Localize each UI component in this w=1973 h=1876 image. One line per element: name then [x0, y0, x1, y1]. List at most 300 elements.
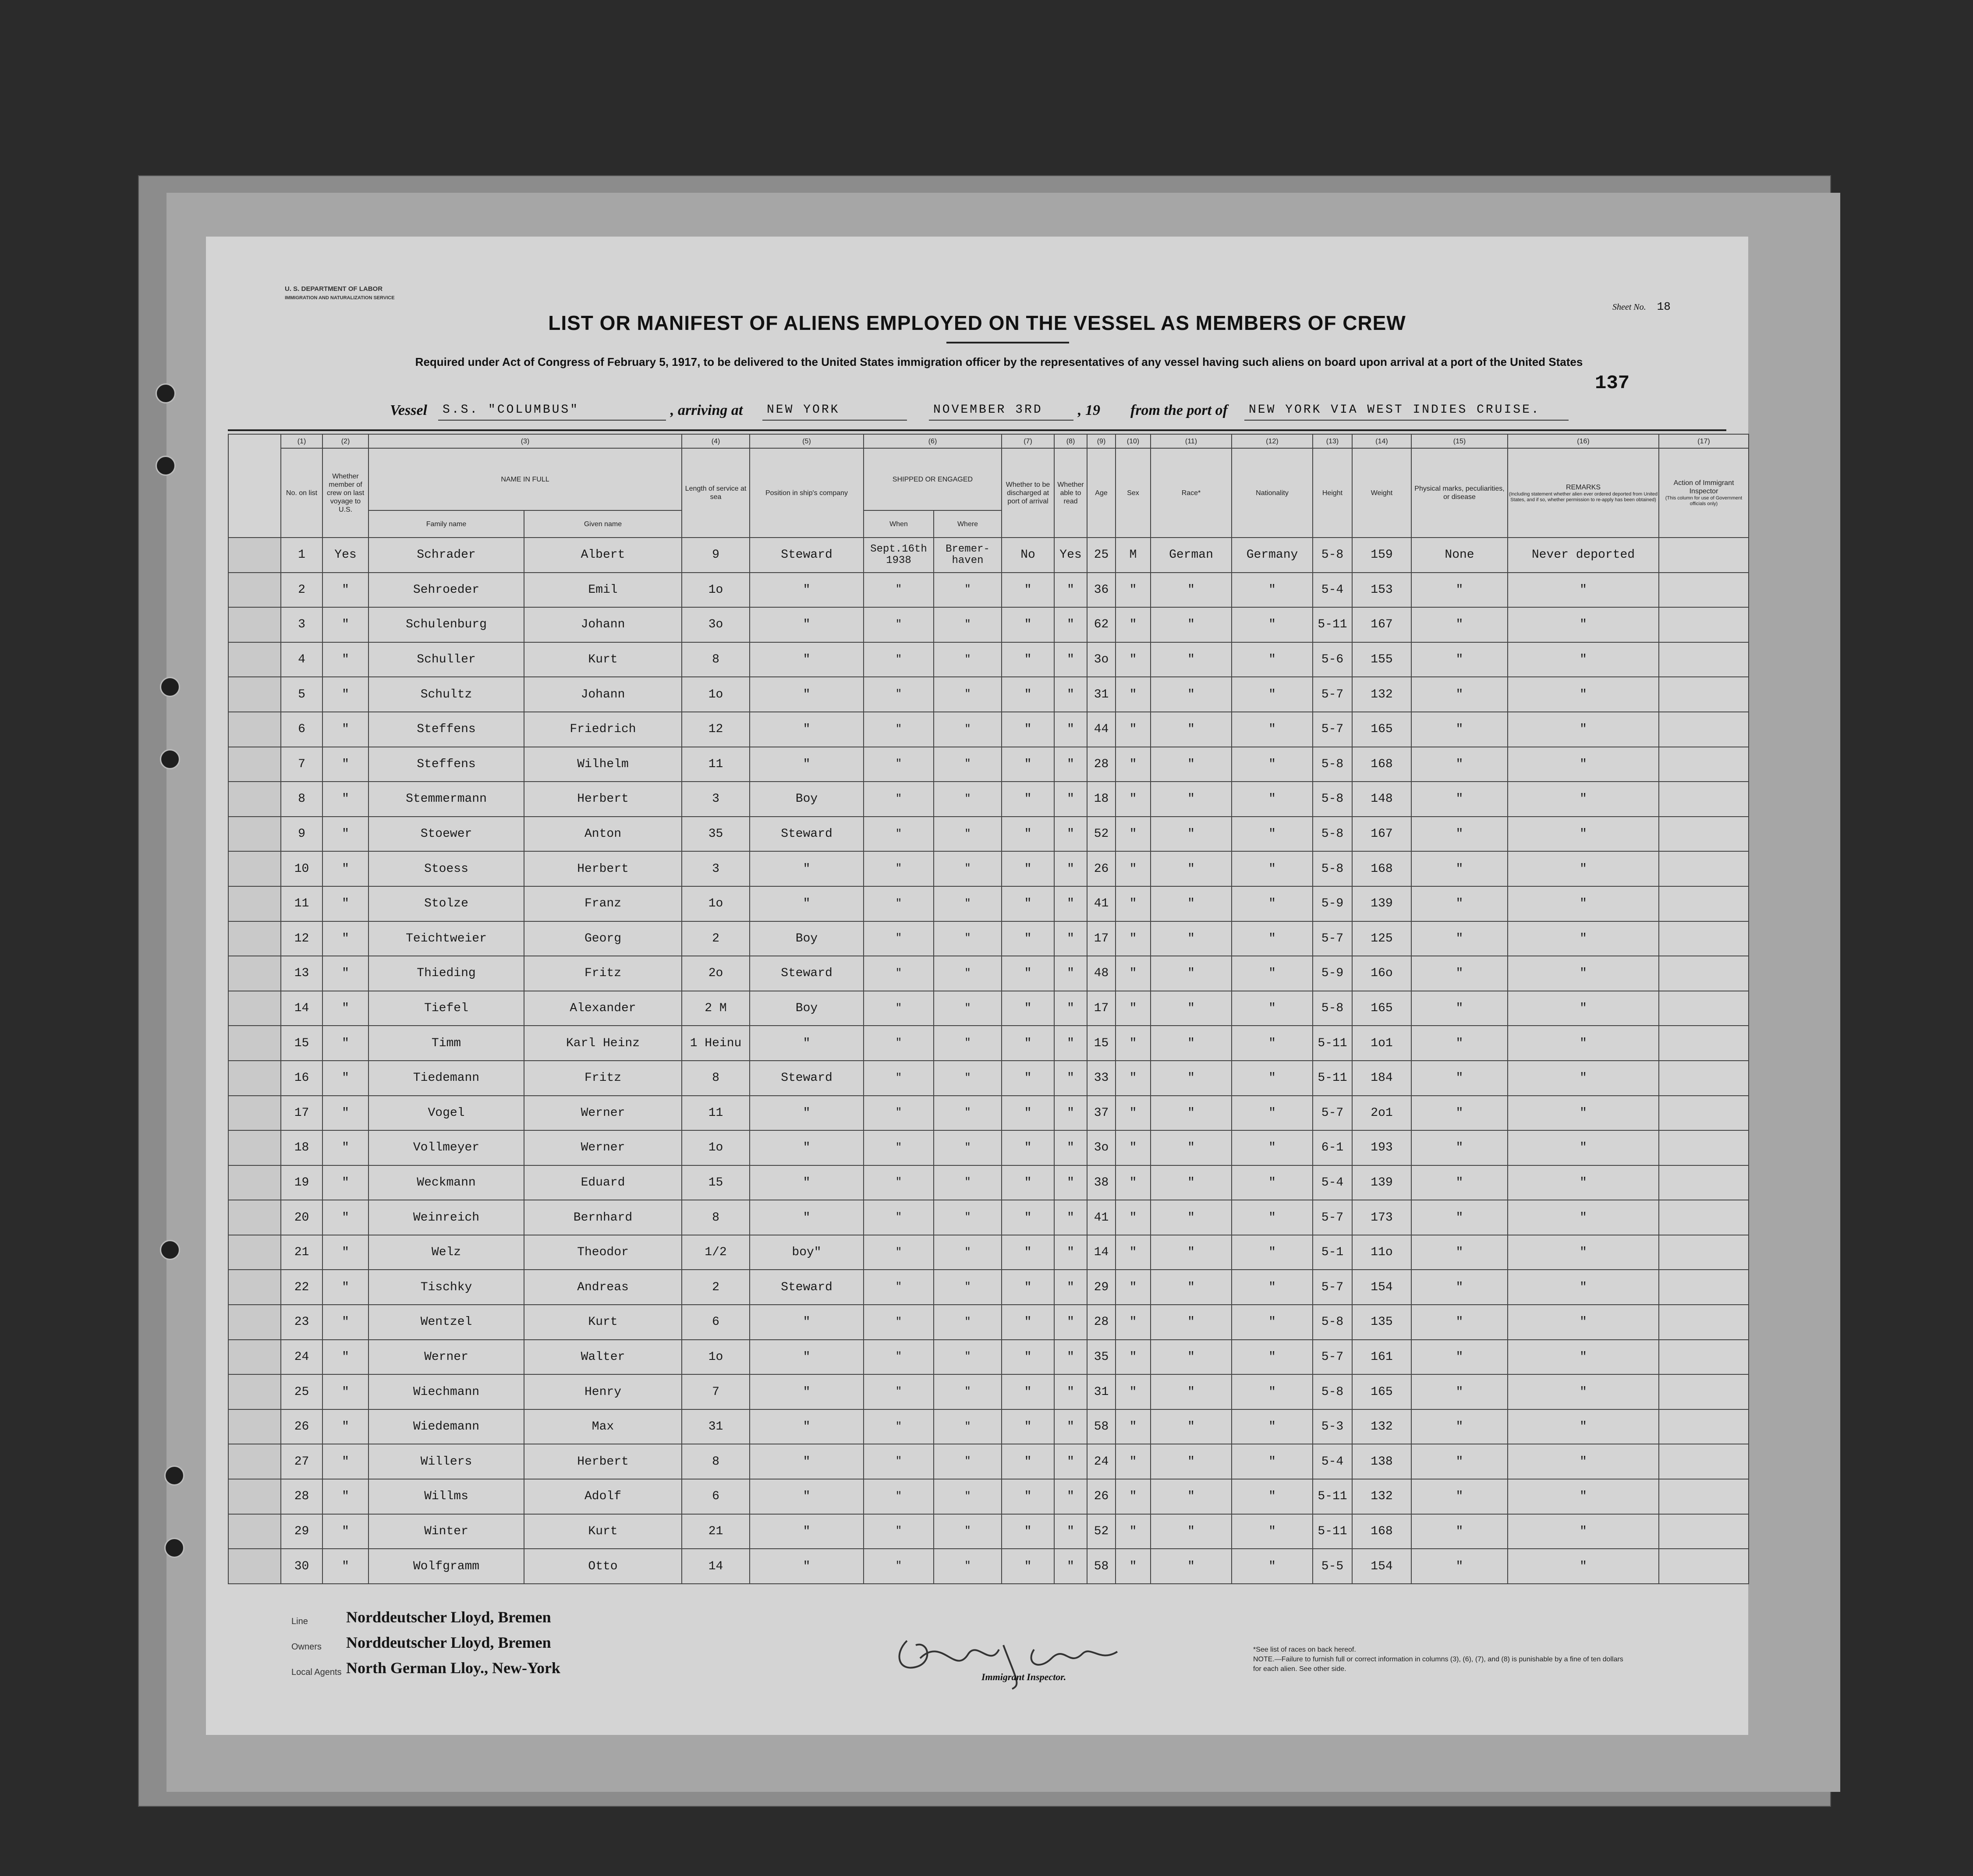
cell-last-voyage: " [322, 1061, 368, 1096]
cell-nationality: " [1232, 1409, 1313, 1444]
year-label: , 19 [1078, 402, 1100, 418]
margin-cell [228, 747, 281, 782]
cell-nationality: " [1232, 1514, 1313, 1549]
margin-cell [228, 886, 281, 921]
cell-height: 5-4 [1313, 1444, 1352, 1479]
cell-last-voyage: " [322, 1130, 368, 1165]
margin-cell [228, 1340, 281, 1375]
cell-weight: 16o [1352, 956, 1411, 991]
cell-family-name: Welz [368, 1235, 524, 1270]
cell-physical-marks: " [1411, 1549, 1508, 1584]
cell-weight: 2o1 [1352, 1096, 1411, 1131]
cell-nationality: " [1232, 956, 1313, 991]
owners-label: Owners [291, 1642, 322, 1652]
cell-able-to-read: " [1054, 817, 1087, 852]
margin-cell [228, 642, 281, 677]
cell-last-voyage: " [322, 1165, 368, 1200]
cell-nationality: " [1232, 1479, 1313, 1514]
cell-race: " [1151, 1235, 1232, 1270]
header-physical-marks: Physical marks, peculiarities, or disease [1411, 448, 1508, 538]
cell-nationality: " [1232, 677, 1313, 712]
cell-no-on-list: 27 [281, 1444, 322, 1479]
cell-sex: " [1116, 921, 1151, 956]
cell-weight: 165 [1352, 712, 1411, 747]
cell-height: 5-11 [1313, 1514, 1352, 1549]
cell-family-name: Werner [368, 1340, 524, 1375]
table-row [228, 1374, 1749, 1409]
cell-inspector-action [1659, 1061, 1749, 1096]
cell-able-to-read: " [1054, 1374, 1087, 1409]
page-number: 137 [1595, 372, 1630, 394]
margin-cell [228, 1270, 281, 1305]
cell-family-name: Winter [368, 1514, 524, 1549]
cell-shipped-when: " [864, 1026, 934, 1061]
cell-shipped-when: " [864, 642, 934, 677]
cell-last-voyage: " [322, 1200, 368, 1235]
column-number: (2) [322, 434, 368, 448]
cell-sex: " [1116, 1200, 1151, 1235]
cell-no-on-list: 21 [281, 1235, 322, 1270]
cell-sex: " [1116, 642, 1151, 677]
cell-last-voyage: " [322, 782, 368, 817]
cell-race: " [1151, 1130, 1232, 1165]
cell-family-name: Teichtweier [368, 921, 524, 956]
cell-family-name: Stoess [368, 851, 524, 886]
table-row [228, 573, 1749, 608]
cell-able-to-read: " [1054, 607, 1087, 642]
cell-length-service: 8 [682, 1200, 750, 1235]
cell-sex: " [1116, 1340, 1151, 1375]
cell-discharged: " [1002, 1479, 1054, 1514]
table-row [228, 1270, 1749, 1305]
cell-given-name: Alexander [524, 991, 682, 1026]
cell-remarks: " [1508, 1270, 1659, 1305]
cell-height: 5-5 [1313, 1549, 1352, 1584]
cell-race: " [1151, 1270, 1232, 1305]
cell-family-name: Timm [368, 1026, 524, 1061]
cell-inspector-action [1659, 1444, 1749, 1479]
cell-race: " [1151, 1479, 1232, 1514]
cell-age: 41 [1087, 886, 1116, 921]
cell-no-on-list: 16 [281, 1061, 322, 1096]
cell-last-voyage: " [322, 607, 368, 642]
cell-able-to-read: " [1054, 782, 1087, 817]
remarks-note: (Including statement whether alien ever ordered deported from United States, and if so, whether permission to re-apply has been obtained) [1509, 491, 1658, 503]
cell-position: Steward [750, 817, 864, 852]
table-row [228, 1305, 1749, 1340]
cell-height: 5-1 [1313, 1235, 1352, 1270]
cell-shipped-where: " [934, 1061, 1002, 1096]
cell-family-name: Tischky [368, 1270, 524, 1305]
cell-no-on-list: 23 [281, 1305, 322, 1340]
cell-race: " [1151, 607, 1232, 642]
cell-discharged: No [1002, 538, 1054, 573]
cell-last-voyage: " [322, 1340, 368, 1375]
cell-remarks: " [1508, 1305, 1659, 1340]
cell-position: Boy [750, 991, 864, 1026]
cell-weight: 161 [1352, 1340, 1411, 1375]
column-number: (8) [1054, 434, 1087, 448]
cell-length-service: 1 Heinu [682, 1026, 750, 1061]
cell-length-service: 14 [682, 1549, 750, 1584]
cell-discharged: " [1002, 1200, 1054, 1235]
cell-given-name: Eduard [524, 1165, 682, 1200]
cell-physical-marks: " [1411, 1235, 1508, 1270]
cell-able-to-read: " [1054, 1479, 1087, 1514]
cell-race: " [1151, 1061, 1232, 1096]
cell-height: 5-4 [1313, 573, 1352, 608]
cell-nationality: " [1232, 1061, 1313, 1096]
cell-age: 28 [1087, 1305, 1116, 1340]
owners-value-stamp: Norddeutscher Lloyd, Bremen [346, 1634, 551, 1651]
cell-race: " [1151, 1374, 1232, 1409]
cell-race: " [1151, 642, 1232, 677]
cell-age: 35 [1087, 1340, 1116, 1375]
cell-discharged: " [1002, 851, 1054, 886]
cell-race: " [1151, 1026, 1232, 1061]
cell-given-name: Franz [524, 886, 682, 921]
cell-remarks: " [1508, 817, 1659, 852]
cell-length-service: 35 [682, 817, 750, 852]
cell-shipped-where: " [934, 1026, 1002, 1061]
cell-given-name: Fritz [524, 956, 682, 991]
cell-length-service: 6 [682, 1479, 750, 1514]
cell-age: 26 [1087, 1479, 1116, 1514]
cell-length-service: 2o [682, 956, 750, 991]
cell-physical-marks: " [1411, 747, 1508, 782]
cell-weight: 184 [1352, 1061, 1411, 1096]
cell-remarks: " [1508, 1444, 1659, 1479]
cell-age: 28 [1087, 747, 1116, 782]
cell-physical-marks: " [1411, 1374, 1508, 1409]
cell-age: 31 [1087, 677, 1116, 712]
table-row [228, 1165, 1749, 1200]
cell-discharged: " [1002, 573, 1054, 608]
cell-family-name: Sehroeder [368, 573, 524, 608]
cell-weight: 153 [1352, 573, 1411, 608]
margin-cell [228, 1514, 281, 1549]
cell-shipped-where: " [934, 642, 1002, 677]
cell-no-on-list: 10 [281, 851, 322, 886]
cell-age: 24 [1087, 1444, 1116, 1479]
cell-last-voyage: " [322, 677, 368, 712]
cell-age: 33 [1087, 1061, 1116, 1096]
cell-race: " [1151, 1340, 1232, 1375]
cell-shipped-where: " [934, 1130, 1002, 1165]
cell-length-service: 1o [682, 886, 750, 921]
cell-discharged: " [1002, 1444, 1054, 1479]
cell-shipped-where: " [934, 1444, 1002, 1479]
cell-sex: " [1116, 817, 1151, 852]
cell-weight: 11o [1352, 1235, 1411, 1270]
cell-sex: " [1116, 1549, 1151, 1584]
cell-weight: 154 [1352, 1549, 1411, 1584]
cell-shipped-when: " [864, 747, 934, 782]
cell-weight: 193 [1352, 1130, 1411, 1165]
cell-inspector-action [1659, 1514, 1749, 1549]
margin-cell [228, 1130, 281, 1165]
cell-last-voyage: " [322, 1374, 368, 1409]
cell-last-voyage: " [322, 1270, 368, 1305]
local-agents-value-stamp: North German Lloy., New-York [346, 1659, 560, 1677]
cell-age: 29 [1087, 1270, 1116, 1305]
margin-cell [228, 573, 281, 608]
cell-no-on-list: 3 [281, 607, 322, 642]
cell-given-name: Anton [524, 817, 682, 852]
margin-cell [228, 538, 281, 573]
vessel-name: S.S. "COLUMBUS" [443, 403, 580, 417]
cell-weight: 135 [1352, 1305, 1411, 1340]
cell-able-to-read: " [1054, 1130, 1087, 1165]
cell-remarks: " [1508, 956, 1659, 991]
header-where: Where [934, 510, 1002, 538]
margin-cell [228, 782, 281, 817]
cell-remarks: " [1508, 642, 1659, 677]
cell-height: 6-1 [1313, 1130, 1352, 1165]
cell-able-to-read: " [1054, 1549, 1087, 1584]
cell-no-on-list: 1 [281, 538, 322, 573]
cell-no-on-list: 24 [281, 1340, 322, 1375]
cell-height: 5-7 [1313, 712, 1352, 747]
margin-cell [228, 921, 281, 956]
cell-length-service: 12 [682, 712, 750, 747]
cell-last-voyage: " [322, 1479, 368, 1514]
margin-cell [228, 1026, 281, 1061]
arriving-label: , arriving at [670, 402, 743, 418]
cell-last-voyage: " [322, 642, 368, 677]
cell-last-voyage: " [322, 1409, 368, 1444]
cell-able-to-read: " [1054, 1200, 1087, 1235]
cell-family-name: Schuller [368, 642, 524, 677]
header-age: Age [1087, 448, 1116, 538]
column-number: (15) [1411, 434, 1508, 448]
cell-sex: " [1116, 1409, 1151, 1444]
cell-height: 5-8 [1313, 747, 1352, 782]
cell-position: " [750, 677, 864, 712]
cell-age: 18 [1087, 782, 1116, 817]
cell-weight: 159 [1352, 538, 1411, 573]
cell-family-name: Stolze [368, 886, 524, 921]
cell-weight: 168 [1352, 1514, 1411, 1549]
cell-position: " [750, 1444, 864, 1479]
header-weight: Weight [1352, 448, 1411, 538]
cell-length-service: 1o [682, 1130, 750, 1165]
cell-nationality: " [1232, 921, 1313, 956]
cell-sex: " [1116, 573, 1151, 608]
cell-race: " [1151, 1549, 1232, 1584]
cell-able-to-read: " [1054, 956, 1087, 991]
cell-last-voyage: " [322, 1305, 368, 1340]
cell-physical-marks: " [1411, 1061, 1508, 1096]
cell-no-on-list: 15 [281, 1026, 322, 1061]
header-discharged: Whether to be discharged at port of arrival [1002, 448, 1054, 538]
cell-nationality: " [1232, 1235, 1313, 1270]
cell-physical-marks: " [1411, 1514, 1508, 1549]
cell-position: Steward [750, 1270, 864, 1305]
cell-inspector-action [1659, 1549, 1749, 1584]
cell-shipped-where: " [934, 1409, 1002, 1444]
cell-discharged: " [1002, 1549, 1054, 1584]
cell-nationality: " [1232, 1165, 1313, 1200]
cell-family-name: Vollmeyer [368, 1130, 524, 1165]
cell-last-voyage: " [322, 573, 368, 608]
cell-shipped-where: " [934, 747, 1002, 782]
cell-age: 41 [1087, 1200, 1116, 1235]
header-no-on-list: No. on list [281, 448, 322, 538]
punch-hole [156, 383, 176, 404]
cell-physical-marks: " [1411, 1130, 1508, 1165]
cell-no-on-list: 11 [281, 886, 322, 921]
cell-no-on-list: 20 [281, 1200, 322, 1235]
cell-shipped-when: " [864, 817, 934, 852]
margin-cell [228, 991, 281, 1026]
cell-no-on-list: 22 [281, 1270, 322, 1305]
cell-able-to-read: " [1054, 1444, 1087, 1479]
cell-inspector-action [1659, 642, 1749, 677]
header-action-inspector [1659, 448, 1749, 538]
punch-hole [160, 1240, 180, 1260]
remarks-title: REMARKS [1566, 483, 1601, 491]
cell-race: " [1151, 991, 1232, 1026]
cell-race: " [1151, 921, 1232, 956]
table-row [228, 538, 1749, 573]
department-header [285, 285, 460, 302]
cell-remarks: " [1508, 1409, 1659, 1444]
cell-no-on-list: 2 [281, 573, 322, 608]
cell-family-name: Wolfgramm [368, 1549, 524, 1584]
cell-position: " [750, 1305, 864, 1340]
cell-position: " [750, 1549, 864, 1584]
column-number: (10) [1116, 434, 1151, 448]
column-number: (6) [864, 434, 1002, 448]
cell-given-name: Kurt [524, 642, 682, 677]
cell-race: " [1151, 1096, 1232, 1131]
cell-able-to-read: " [1054, 1305, 1087, 1340]
cell-shipped-where: " [934, 677, 1002, 712]
cell-age: 58 [1087, 1409, 1116, 1444]
cell-length-service: 8 [682, 1061, 750, 1096]
cell-height: 5-7 [1313, 1096, 1352, 1131]
cell-sex: " [1116, 1061, 1151, 1096]
cell-inspector-action [1659, 1340, 1749, 1375]
cell-remarks: " [1508, 712, 1659, 747]
cell-sex: " [1116, 1514, 1151, 1549]
table-row [228, 1444, 1749, 1479]
cell-age: 31 [1087, 1374, 1116, 1409]
cell-height: 5-7 [1313, 1200, 1352, 1235]
cell-shipped-where: " [934, 851, 1002, 886]
table-row [228, 1549, 1749, 1584]
column-number: (14) [1352, 434, 1411, 448]
cell-last-voyage: " [322, 886, 368, 921]
service-name: IMMIGRATION AND NATURALIZATION SERVICE [285, 295, 395, 301]
manifest-rows [228, 538, 1749, 1584]
cell-length-service: 31 [682, 1409, 750, 1444]
cell-age: 26 [1087, 851, 1116, 886]
cell-height: 5-11 [1313, 1026, 1352, 1061]
header-member-last-voyage: Whether member of crew on last voyage to U.S. [322, 448, 368, 538]
cell-last-voyage: " [322, 991, 368, 1026]
margin-cell [228, 956, 281, 991]
cell-nationality: " [1232, 573, 1313, 608]
cell-position: " [750, 1479, 864, 1514]
cell-physical-marks: None [1411, 538, 1508, 573]
margin-cell [228, 712, 281, 747]
table-top-rule [228, 429, 1726, 431]
cell-inspector-action [1659, 1270, 1749, 1305]
cell-length-service: 2 [682, 921, 750, 956]
cell-last-voyage: Yes [322, 538, 368, 573]
cell-given-name: Georg [524, 921, 682, 956]
table-row [228, 1026, 1749, 1061]
cell-last-voyage: " [322, 1026, 368, 1061]
column-number: (16) [1508, 434, 1659, 448]
cell-length-service: 8 [682, 642, 750, 677]
cell-physical-marks: " [1411, 921, 1508, 956]
cell-nationality: " [1232, 1305, 1313, 1340]
cell-given-name: Kurt [524, 1305, 682, 1340]
cell-remarks: " [1508, 921, 1659, 956]
cell-inspector-action [1659, 1305, 1749, 1340]
cell-no-on-list: 28 [281, 1479, 322, 1514]
cell-sex: " [1116, 1235, 1151, 1270]
cell-given-name: Max [524, 1409, 682, 1444]
cell-nationality: " [1232, 991, 1313, 1026]
cell-nationality: " [1232, 1200, 1313, 1235]
cell-sex: " [1116, 1130, 1151, 1165]
cell-physical-marks: " [1411, 677, 1508, 712]
cell-shipped-when: " [864, 1374, 934, 1409]
footnote [1253, 1645, 1630, 1674]
cell-race: " [1151, 712, 1232, 747]
cell-height: 5-8 [1313, 782, 1352, 817]
cell-given-name: Wilhelm [524, 747, 682, 782]
cell-inspector-action [1659, 886, 1749, 921]
punch-hole [160, 749, 180, 769]
cell-nationality: " [1232, 886, 1313, 921]
arriving-port: NEW YORK [767, 403, 840, 417]
cell-discharged: " [1002, 642, 1054, 677]
cell-physical-marks: " [1411, 991, 1508, 1026]
table-row [228, 1479, 1749, 1514]
cell-physical-marks: " [1411, 1444, 1508, 1479]
cell-family-name: Schulenburg [368, 607, 524, 642]
cell-no-on-list: 4 [281, 642, 322, 677]
cell-shipped-where: " [934, 1200, 1002, 1235]
cell-given-name: Emil [524, 573, 682, 608]
cell-given-name: Otto [524, 1549, 682, 1584]
header-nationality: Nationality [1232, 448, 1313, 538]
local-agents-label: Local Agents [291, 1667, 342, 1677]
cell-shipped-when: " [864, 607, 934, 642]
header-given-name: Given name [524, 510, 682, 538]
cell-able-to-read: " [1054, 1165, 1087, 1200]
cell-shipped-when: " [864, 1200, 934, 1235]
cell-discharged: " [1002, 921, 1054, 956]
cell-able-to-read: " [1054, 1340, 1087, 1375]
cell-shipped-when: " [864, 1549, 934, 1584]
cell-height: 5-11 [1313, 607, 1352, 642]
document-title: LIST OR MANIFEST OF ALIENS EMPLOYED ON THE VESSEL AS MEMBERS OF CREW [548, 311, 1406, 334]
cell-remarks: " [1508, 782, 1659, 817]
cell-given-name: Andreas [524, 1270, 682, 1305]
table-row [228, 1130, 1749, 1165]
cell-family-name: Willms [368, 1479, 524, 1514]
cell-discharged: " [1002, 1514, 1054, 1549]
cell-sex: " [1116, 1270, 1151, 1305]
cell-sex: " [1116, 782, 1151, 817]
sheet-number-value: 18 [1657, 300, 1671, 313]
